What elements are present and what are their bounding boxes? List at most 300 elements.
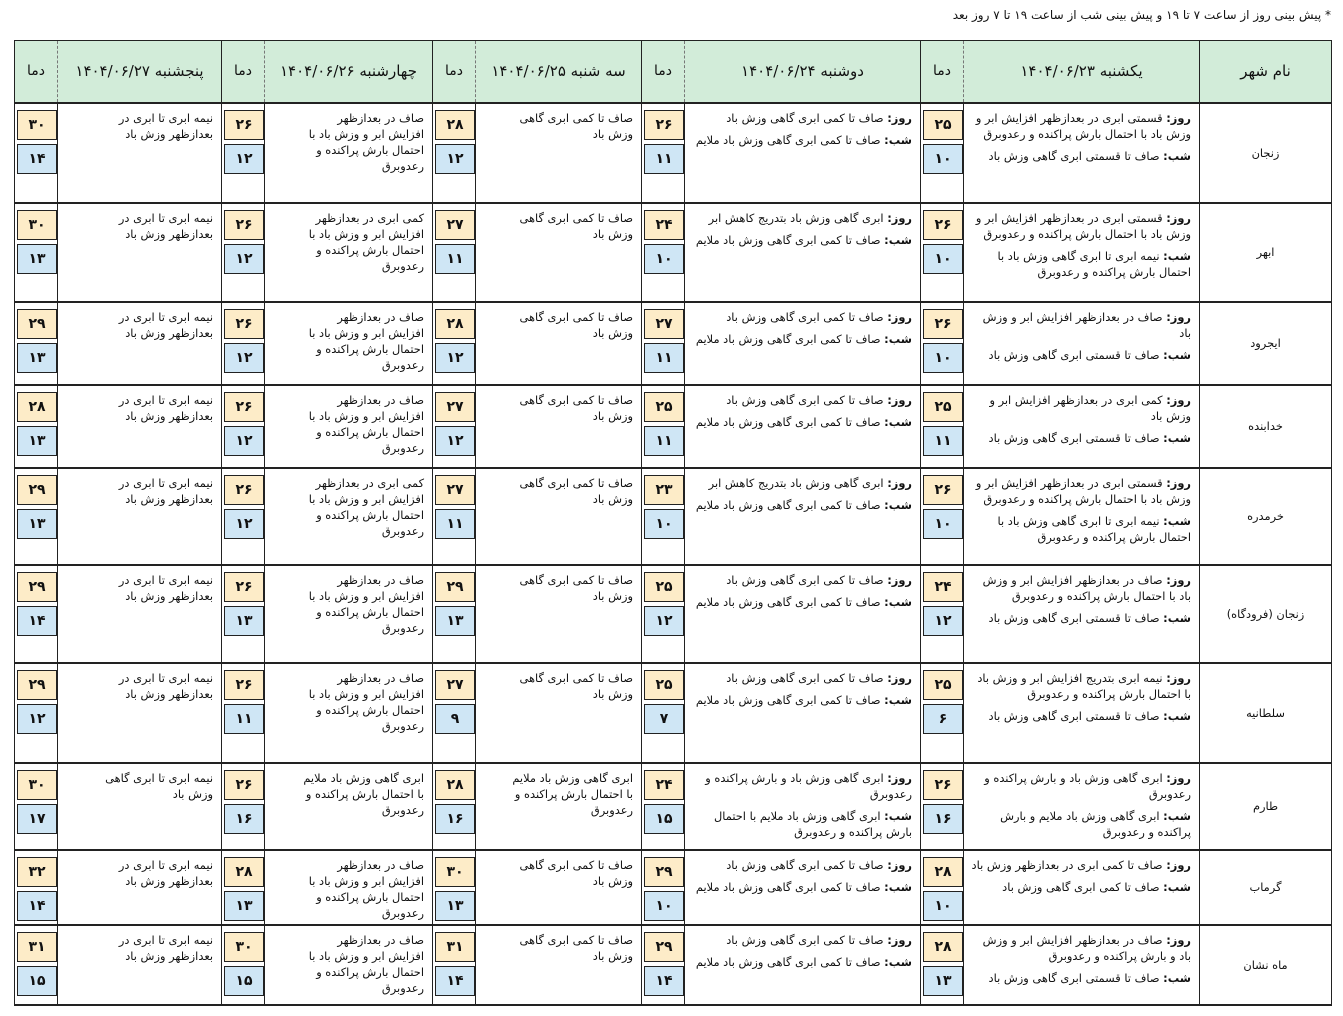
min-temp: ۱۶ [923, 804, 963, 834]
day-label: روز: [1166, 392, 1191, 407]
temp-cell-d3 [433, 925, 476, 1005]
min-temp: ۱۲ [17, 704, 57, 734]
city-row [15, 103, 1332, 203]
temp-cell-d4 [222, 565, 265, 663]
forecast-text: ابری گاهی وزش باد ملایم با احتمال بارش پراکنده و رعدوبرق [303, 770, 424, 817]
forecast-text: ابری گاهی وزش باد ملایم با احتمال بارش پراکنده و رعدوبرق [512, 770, 633, 817]
min-temp: ۱۷ [17, 804, 57, 834]
night-text: صاف تا کمی ابری گاهی وزش باد [1002, 879, 1160, 894]
forecast-night [689, 808, 912, 840]
night-label: شب: [1163, 879, 1191, 894]
day-label: روز: [887, 309, 912, 324]
day-text: صاف تا کمی ابری گاهی وزش باد [726, 857, 884, 872]
city-name: زنجان [1200, 103, 1332, 203]
forecast-cell-d5 [58, 385, 222, 468]
forecast-cell-d1 [964, 663, 1200, 763]
max-temp: ۲۶ [224, 572, 264, 602]
max-temp: ۲۵ [923, 110, 963, 140]
day-label: روز: [1166, 670, 1191, 685]
day-label: روز: [887, 392, 912, 407]
forecast-cell-d4 [265, 385, 433, 468]
forecast-night [689, 331, 912, 347]
temp-cell-d3 [433, 103, 476, 203]
forecast-night [968, 610, 1191, 626]
night-text: صاف تا قسمتی ابری گاهی وزش باد [988, 970, 1160, 985]
forecast-cell-d2 [685, 565, 921, 663]
max-temp: ۲۸ [923, 932, 963, 962]
night-text: صاف تا قسمتی ابری گاهی وزش باد [988, 708, 1160, 723]
forecast-text: صاف تا کمی ابری گاهی وزش باد [519, 932, 633, 963]
night-text: صاف تا کمی ابری گاهی وزش باد ملایم [695, 954, 881, 969]
forecast-text: صاف تا کمی ابری گاهی وزش باد [519, 670, 633, 701]
min-temp: ۱۳ [923, 966, 963, 996]
min-temp: ۱۲ [224, 343, 264, 373]
day-label: روز: [1166, 572, 1191, 587]
forecast-cell-d5 [58, 302, 222, 385]
max-temp: ۲۹ [435, 572, 475, 602]
temp-cell-d3 [433, 763, 476, 850]
day-text: ابری گاهی وزش باد بتدریج کاهش ابر [708, 210, 884, 225]
min-temp: ۱۲ [224, 426, 264, 456]
city-name: طارم [1200, 763, 1332, 850]
forecast-cell-d4 [265, 302, 433, 385]
max-temp: ۲۸ [435, 309, 475, 339]
forecast-day [968, 857, 1191, 873]
temp-cell-d1 [921, 663, 964, 763]
temp-cell-d4 [222, 850, 265, 925]
forecast-text: صاف در بعدازظهر افزایش ابر و وزش باد با احتمال بارش پراکنده و رعدوبرق [308, 572, 424, 635]
max-temp: ۲۷ [435, 475, 475, 505]
forecast-text: صاف در بعدازظهر افزایش ابر و وزش باد با احتمال بارش پراکنده و رعدوبرق [308, 670, 424, 733]
min-temp: ۱۱ [435, 244, 475, 274]
night-label: شب: [884, 331, 912, 346]
header-day-2: دوشنبه ۱۴۰۴/۰۶/۲۴ [685, 41, 921, 103]
min-temp: ۱۵ [644, 804, 684, 834]
forecast-day [968, 770, 1191, 802]
header-row [15, 41, 1332, 103]
min-temp: ۱۰ [644, 509, 684, 539]
min-temp: ۱۲ [923, 606, 963, 636]
min-temp: ۱۴ [644, 966, 684, 996]
forecast-cell-d4 [265, 565, 433, 663]
night-text: صاف تا کمی ابری گاهی وزش باد ملایم [695, 331, 881, 346]
max-temp: ۳۰ [17, 210, 57, 240]
max-temp: ۳۱ [17, 932, 57, 962]
min-temp: ۱۳ [17, 426, 57, 456]
night-text: صاف تا کمی ابری گاهی وزش باد ملایم [695, 692, 881, 707]
forecast-day [689, 392, 912, 408]
temp-cell-d4 [222, 385, 265, 468]
forecast-text: صاف تا کمی ابری گاهی وزش باد [519, 210, 633, 241]
temp-cell-d1 [921, 103, 964, 203]
min-temp: ۱۰ [923, 343, 963, 373]
temp-cell-d4 [222, 302, 265, 385]
max-temp: ۲۹ [17, 309, 57, 339]
max-temp: ۳۰ [224, 932, 264, 962]
temp-cell-d2 [642, 203, 685, 302]
forecast-cell-d1 [964, 302, 1200, 385]
day-label: روز: [887, 210, 912, 225]
city-row [15, 565, 1332, 663]
day-label: روز: [887, 770, 912, 785]
max-temp: ۲۶ [923, 309, 963, 339]
night-label: شب: [1163, 148, 1191, 163]
forecast-cell-d4 [265, 925, 433, 1005]
temp-cell-d3 [433, 850, 476, 925]
max-temp: ۲۶ [224, 475, 264, 505]
day-label: روز: [887, 670, 912, 685]
forecast-day [968, 572, 1191, 604]
temp-cell-d3 [433, 468, 476, 565]
header-city: نام شهر [1200, 41, 1332, 103]
forecast-cell-d3 [476, 925, 642, 1005]
min-temp: ۱۴ [17, 144, 57, 174]
temp-cell-d5 [15, 663, 58, 763]
header-temp: دما [642, 41, 685, 103]
day-text: صاف تا کمی ابری گاهی وزش باد [726, 670, 884, 685]
night-text: صاف تا قسمتی ابری گاهی وزش باد [988, 148, 1160, 163]
forecast-day [968, 110, 1191, 142]
forecast-cell-d3 [476, 663, 642, 763]
forecast-day [968, 392, 1191, 424]
header-day-1: یکشنبه ۱۴۰۴/۰۶/۲۳ [964, 41, 1200, 103]
city-name: ماه نشان [1200, 925, 1332, 1005]
temp-cell-d2 [642, 565, 685, 663]
forecast-cell-d4 [265, 850, 433, 925]
forecast-cell-d4 [265, 203, 433, 302]
forecast-cell-d3 [476, 302, 642, 385]
day-label: روز: [1166, 210, 1191, 225]
max-temp: ۲۶ [224, 392, 264, 422]
forecast-day [689, 110, 912, 126]
min-temp: ۱۲ [435, 144, 475, 174]
night-label: شب: [1163, 513, 1191, 528]
max-temp: ۲۵ [644, 572, 684, 602]
day-label: روز: [1166, 932, 1191, 947]
forecast-text: نیمه ابری تا ابری در بعدازظهر وزش باد [118, 670, 213, 701]
forecast-text: نیمه ابری تا ابری در بعدازظهر وزش باد [118, 857, 213, 888]
forecast-cell-d1 [964, 925, 1200, 1005]
day-label: روز: [1166, 770, 1191, 785]
min-temp: ۱۲ [435, 343, 475, 373]
day-text: صاف تا کمی ابری در بعدازظهر وزش باد [971, 857, 1163, 872]
max-temp: ۳۰ [17, 770, 57, 800]
forecast-cell-d3 [476, 763, 642, 850]
temp-cell-d1 [921, 565, 964, 663]
night-text: صاف تا کمی ابری گاهی وزش باد ملایم [695, 232, 881, 247]
forecast-cell-d4 [265, 468, 433, 565]
temp-cell-d2 [642, 385, 685, 468]
forecast-cell-d5 [58, 103, 222, 203]
min-temp: ۱۱ [644, 426, 684, 456]
min-temp: ۱۳ [224, 606, 264, 636]
day-text: صاف تا کمی ابری گاهی وزش باد [726, 932, 884, 947]
forecast-cell-d2 [685, 850, 921, 925]
forecast-text: صاف تا کمی ابری گاهی وزش باد [519, 309, 633, 340]
temp-cell-d4 [222, 763, 265, 850]
forecast-text: نیمه ابری تا ابری در بعدازظهر وزش باد [118, 110, 213, 141]
day-text: نیمه ابری بتدریج افزایش ابر و وزش باد با احتمال بارش پراکنده و رعدوبرق [977, 670, 1191, 701]
day-text: کمی ابری در بعدازظهر افزایش ابر و وزش باد [989, 392, 1191, 423]
min-temp: ۱۱ [644, 144, 684, 174]
city-name: سلطانیه [1200, 663, 1332, 763]
forecast-text: صاف در بعدازظهر افزایش ابر و وزش باد با احتمال بارش پراکنده و رعدوبرق [308, 392, 424, 455]
forecast-text: صاف تا کمی ابری گاهی وزش باد [519, 475, 633, 506]
forecast-text: نیمه ابری تا ابری در بعدازظهر وزش باد [118, 210, 213, 241]
temp-cell-d5 [15, 850, 58, 925]
city-row [15, 850, 1332, 925]
min-temp: ۱۳ [17, 509, 57, 539]
city-name: خدابنده [1200, 385, 1332, 468]
forecast-night [968, 970, 1191, 986]
night-label: شب: [884, 497, 912, 512]
min-temp: ۱۳ [435, 891, 475, 921]
forecast-cell-d5 [58, 565, 222, 663]
forecast-cell-d4 [265, 103, 433, 203]
max-temp: ۲۵ [923, 670, 963, 700]
city-row [15, 663, 1332, 763]
min-temp: ۱۰ [923, 509, 963, 539]
city-row [15, 925, 1332, 1005]
night-label: شب: [1163, 808, 1191, 823]
forecast-day [968, 670, 1191, 702]
temp-cell-d2 [642, 468, 685, 565]
max-temp: ۲۶ [923, 770, 963, 800]
forecast-cell-d3 [476, 385, 642, 468]
city-name: گرماب [1200, 850, 1332, 925]
day-label: روز: [1166, 309, 1191, 324]
temp-cell-d4 [222, 103, 265, 203]
forecast-night [689, 414, 912, 430]
header-day-4: چهارشنبه ۱۴۰۴/۰۶/۲۶ [265, 41, 433, 103]
night-label: شب: [884, 808, 912, 823]
day-text: صاف در بعدازظهر افزایش ابر و وزش باد [982, 309, 1191, 340]
forecast-cell-d1 [964, 385, 1200, 468]
forecast-cell-d2 [685, 203, 921, 302]
night-text: نیمه ابری تا ابری گاهی وزش باد با احتمال بارش پراکنده و رعدوبرق [997, 248, 1191, 279]
min-temp: ۷ [644, 704, 684, 734]
forecast-day [968, 210, 1191, 242]
night-text: صاف تا کمی ابری گاهی وزش باد ملایم [695, 594, 881, 609]
night-label: شب: [884, 232, 912, 247]
forecast-night [689, 594, 912, 610]
forecast-text: نیمه ابری تا ابری در بعدازظهر وزش باد [118, 572, 213, 603]
min-temp: ۱۶ [435, 804, 475, 834]
forecast-day [968, 475, 1191, 507]
forecast-text: صاف تا کمی ابری گاهی وزش باد [519, 110, 633, 141]
min-temp: ۱۰ [644, 891, 684, 921]
forecast-night [968, 808, 1191, 840]
forecast-day [689, 770, 912, 802]
night-text: صاف تا کمی ابری گاهی وزش باد ملایم [695, 132, 881, 147]
forecast-day [968, 932, 1191, 964]
day-label: روز: [1166, 110, 1191, 125]
day-label: روز: [887, 932, 912, 947]
min-temp: ۱۱ [923, 426, 963, 456]
max-temp: ۲۷ [644, 309, 684, 339]
max-temp: ۲۹ [17, 572, 57, 602]
max-temp: ۳۱ [435, 932, 475, 962]
city-name: ایجرود [1200, 302, 1332, 385]
forecast-body [15, 103, 1332, 1005]
night-text: ابری گاهی وزش باد ملایم و بارش پراکنده و رعدوبرق [1000, 808, 1191, 839]
forecast-cell-d5 [58, 850, 222, 925]
forecast-night [689, 497, 912, 513]
forecast-text: نیمه ابری تا ابری در بعدازظهر وزش باد [118, 475, 213, 506]
forecast-cell-d5 [58, 925, 222, 1005]
forecast-text: نیمه ابری تا ابری گاهی وزش باد [105, 770, 213, 801]
temp-cell-d1 [921, 468, 964, 565]
forecast-cell-d2 [685, 468, 921, 565]
forecast-cell-d5 [58, 763, 222, 850]
forecast-night [968, 148, 1191, 164]
forecast-cell-d3 [476, 203, 642, 302]
min-temp: ۱۱ [644, 343, 684, 373]
day-text: صاف تا کمی ابری گاهی وزش باد [726, 392, 884, 407]
night-label: شب: [1163, 708, 1191, 723]
forecast-night [689, 879, 912, 895]
day-text: قسمتی ابری در بعدازظهر افزایش ابر و وزش باد با احتمال بارش پراکنده و رعدوبرق [975, 475, 1191, 506]
temp-cell-d4 [222, 663, 265, 763]
day-label: روز: [887, 857, 912, 872]
temp-cell-d5 [15, 302, 58, 385]
forecast-text: نیمه ابری تا ابری در بعدازظهر وزش باد [118, 932, 213, 963]
min-temp: ۱۴ [17, 891, 57, 921]
forecast-night [968, 879, 1191, 895]
temp-cell-d4 [222, 468, 265, 565]
max-temp: ۳۰ [17, 110, 57, 140]
night-text: نیمه ابری تا ابری گاهی وزش باد با احتمال بارش پراکنده و رعدوبرق [997, 513, 1191, 544]
forecast-cell-d5 [58, 203, 222, 302]
night-text: صاف تا کمی ابری گاهی وزش باد ملایم [695, 497, 881, 512]
forecast-cell-d1 [964, 203, 1200, 302]
day-text: ابری گاهی وزش باد و بارش پراکنده و رعدوبرق [705, 770, 912, 801]
forecast-cell-d3 [476, 103, 642, 203]
max-temp: ۲۴ [644, 770, 684, 800]
max-temp: ۲۶ [644, 110, 684, 140]
min-temp: ۱۴ [17, 606, 57, 636]
min-temp: ۱۶ [224, 804, 264, 834]
min-temp: ۱۰ [644, 244, 684, 274]
night-label: شب: [1163, 610, 1191, 625]
max-temp: ۲۶ [224, 110, 264, 140]
forecast-day [689, 572, 912, 588]
forecast-cell-d2 [685, 663, 921, 763]
temp-cell-d2 [642, 925, 685, 1005]
forecast-text: کمی ابری در بعدازظهر افزایش ابر و وزش باد با احتمال بارش پراکنده و رعدوبرق [308, 475, 424, 538]
forecast-text: صاف تا کمی ابری گاهی وزش باد [519, 857, 633, 888]
max-temp: ۲۸ [435, 110, 475, 140]
temp-cell-d5 [15, 103, 58, 203]
min-temp: ۱۲ [224, 509, 264, 539]
day-label: روز: [887, 475, 912, 490]
night-label: شب: [884, 414, 912, 429]
temp-cell-d1 [921, 850, 964, 925]
city-row [15, 763, 1332, 850]
forecast-cell-d1 [964, 763, 1200, 850]
night-label: شب: [884, 692, 912, 707]
max-temp: ۲۷ [435, 210, 475, 240]
forecast-text: کمی ابری در بعدازظهر افزایش ابر و وزش باد با احتمال بارش پراکنده و رعدوبرق [308, 210, 424, 273]
forecast-day [689, 932, 912, 948]
forecast-cell-d2 [685, 925, 921, 1005]
forecast-night [689, 232, 912, 248]
min-temp: ۹ [435, 704, 475, 734]
forecast-cell-d2 [685, 385, 921, 468]
temp-cell-d2 [642, 663, 685, 763]
city-name: خرمدره [1200, 468, 1332, 565]
header-temp: دما [222, 41, 265, 103]
day-text: ابری گاهی وزش باد و بارش پراکنده و رعدوبرق [984, 770, 1191, 801]
max-temp: ۲۸ [17, 392, 57, 422]
night-label: شب: [1163, 970, 1191, 985]
forecast-text: صاف در بعدازظهر افزایش ابر و وزش باد با احتمال بارش پراکنده و رعدوبرق [308, 309, 424, 372]
temp-cell-d1 [921, 302, 964, 385]
header-temp: دما [433, 41, 476, 103]
max-temp: ۲۶ [224, 770, 264, 800]
night-text: صاف تا قسمتی ابری گاهی وزش باد [988, 610, 1160, 625]
max-temp: ۲۸ [224, 857, 264, 887]
forecast-night [689, 132, 912, 148]
min-temp: ۱۴ [435, 966, 475, 996]
temp-cell-d5 [15, 565, 58, 663]
max-temp: ۲۹ [17, 475, 57, 505]
night-label: شب: [884, 954, 912, 969]
night-label: شب: [1163, 347, 1191, 362]
temp-cell-d5 [15, 925, 58, 1005]
forecast-cell-d3 [476, 565, 642, 663]
max-temp: ۲۵ [644, 392, 684, 422]
forecast-cell-d4 [265, 663, 433, 763]
max-temp: ۲۹ [644, 857, 684, 887]
day-label: روز: [1166, 475, 1191, 490]
forecast-text: صاف در بعدازظهر افزایش ابر و وزش باد با احتمال بارش پراکنده و رعدوبرق [308, 857, 424, 920]
max-temp: ۲۷ [435, 392, 475, 422]
temp-cell-d3 [433, 565, 476, 663]
night-text: صاف تا کمی ابری گاهی وزش باد ملایم [695, 414, 881, 429]
max-temp: ۲۶ [923, 210, 963, 240]
forecast-night [968, 430, 1191, 446]
forecast-text: نیمه ابری تا ابری در بعدازظهر وزش باد [118, 392, 213, 423]
min-temp: ۱۰ [923, 144, 963, 174]
max-temp: ۲۸ [923, 857, 963, 887]
min-temp: ۱۱ [224, 704, 264, 734]
max-temp: ۲۴ [644, 210, 684, 240]
forecast-cell-d1 [964, 850, 1200, 925]
temp-cell-d5 [15, 203, 58, 302]
forecast-cell-d3 [476, 850, 642, 925]
city-row [15, 302, 1332, 385]
day-label: روز: [887, 110, 912, 125]
forecast-night [968, 347, 1191, 363]
max-temp: ۲۶ [224, 210, 264, 240]
max-temp: ۲۷ [435, 670, 475, 700]
forecast-text: صاف تا کمی ابری گاهی وزش باد [519, 392, 633, 423]
temp-cell-d5 [15, 468, 58, 565]
forecast-cell-d3 [476, 468, 642, 565]
temp-cell-d2 [642, 103, 685, 203]
max-temp: ۳۰ [435, 857, 475, 887]
night-label: شب: [884, 879, 912, 894]
min-temp: ۱۰ [923, 891, 963, 921]
forecast-cell-d2 [685, 103, 921, 203]
min-temp: ۱۲ [224, 144, 264, 174]
forecast-night [689, 954, 912, 970]
max-temp: ۲۹ [644, 932, 684, 962]
day-text: قسمتی ابری در بعدازظهر افزایش ابر و وزش باد با احتمال بارش پراکنده و رعدوبرق [975, 110, 1191, 141]
night-label: شب: [884, 594, 912, 609]
temp-cell-d4 [222, 925, 265, 1005]
